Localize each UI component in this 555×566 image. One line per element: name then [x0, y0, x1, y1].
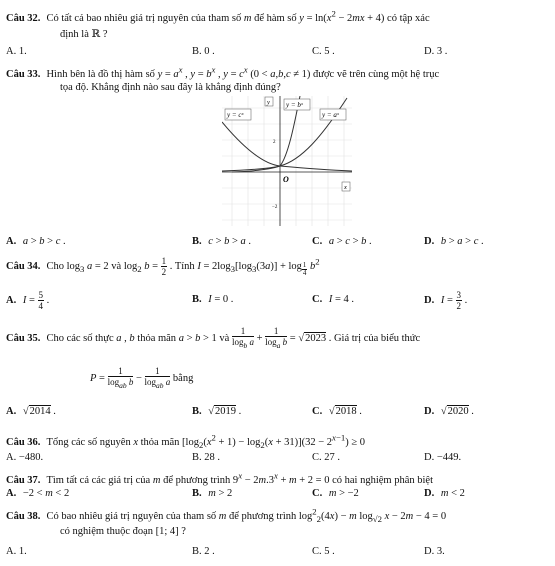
label-a: y = aˣ: [322, 111, 339, 119]
q38-option-a[interactable]: A. 1.: [6, 546, 27, 557]
q32-number: Câu 32.: [6, 12, 41, 24]
q32-option-c[interactable]: C. 5 .: [312, 46, 335, 57]
label-b: y = bˣ: [286, 101, 303, 109]
q35-number: Câu 35.: [6, 332, 41, 344]
q35-stem: Câu 35. Cho các số thực a , b thỏa mãn a > b > 1 và $\frac{1}{\log_b a}$ + $\frac{1}{\log_a b}$ = √2023 . Giá trị của biểu thức: [6, 326, 421, 350]
q35-option-b[interactable]: B. √2019 .: [192, 406, 242, 417]
q33-option-d[interactable]: D. b > a > c .: [424, 236, 484, 247]
q37-option-a[interactable]: A. −2 < m < 2: [6, 488, 70, 499]
q35-option-d[interactable]: D. √2020 .: [424, 406, 474, 417]
label-c: y = cˣ: [227, 111, 244, 119]
label-y: y: [267, 99, 270, 106]
q35-option-a[interactable]: A. √2014 .: [6, 406, 56, 417]
q34-option-a[interactable]: A. I = $\frac{5}{4}$ .: [6, 290, 50, 311]
q33-option-c[interactable]: C. a > c > b .: [312, 236, 372, 247]
q35-option-c[interactable]: C. √2018 .: [312, 406, 362, 417]
q32-stem-cont: định là ℝ ?: [60, 29, 108, 40]
q35-expression: P = $\frac{1}{\log_{ab} b}$ − $\frac{1}{\log_{ab} a}$ bằng: [90, 366, 194, 390]
label-x: x: [344, 184, 347, 191]
label-two: 2: [273, 140, 276, 145]
q36-option-d[interactable]: D. −449.: [424, 452, 462, 463]
q34-option-b[interactable]: B. I = 0 .: [192, 294, 234, 305]
q36-stem: Câu 36. Tổng các số nguyên x thỏa mãn $[\log_2(x^2 + 1) - \log_2(x + 31)](32 - 2^{x-1}) \ge 0$: [6, 432, 366, 450]
q37-option-b[interactable]: B. m > 2: [192, 488, 233, 499]
q37-option-d[interactable]: D. m < 2: [424, 488, 465, 499]
q32-option-a[interactable]: A. 1.: [6, 46, 27, 57]
q37-number: Câu 37.: [6, 474, 41, 486]
q38-stem: Câu 38. Có bao nhiêu giá trị nguyên của tham số m để phương trình $\log^2_2(4x) - m$ $\log_{√2} x - 2m - 4 = 0$: [6, 506, 447, 524]
q38-option-c[interactable]: C. 5 .: [312, 546, 335, 557]
q33-number: Câu 33.: [6, 68, 41, 80]
q36-option-b[interactable]: B. 28 .: [192, 452, 221, 463]
q36-option-a[interactable]: A. −480.: [6, 452, 44, 463]
exponential-graph: [222, 96, 352, 226]
q32-stem: Câu 32. Có tất cả bao nhiêu giá trị nguyên của tham số m để hàm số $y = \ln(x^2 - 2mx + 4)$ có tập xác: [6, 8, 430, 24]
q37-option-c[interactable]: C. m > −2: [312, 488, 359, 499]
q34-stem: Câu 34. Cho $\log_3 a = 2$ và $\log_2 b$ = $\frac{1}{2}$ . Tính $I = 2\log_3[\log_3(3a)] + \log$ $_{\frac{1}{4}}$ $b^2$: [6, 256, 320, 278]
q32-option-b[interactable]: B. 0 .: [192, 46, 215, 57]
q38-stem-cont: có nghiệm thuộc đoạn [1; 4] ?: [60, 526, 186, 537]
q33-stem: Câu 33. Hình bên là đồ thị hàm số $y = a^x$ , $y = b^x$ , $y = c^x$ (0 < a,b,c ≠ 1) được vẽ trên cùng một hệ trục: [6, 64, 440, 80]
q32-option-d[interactable]: D. 3 .: [424, 46, 448, 57]
q33-option-a[interactable]: A. a > b > c .: [6, 236, 66, 247]
q36-option-c[interactable]: C. 27 .: [312, 452, 341, 463]
q34-option-d[interactable]: D. I = $\frac{3}{2}$ .: [424, 290, 468, 311]
q33-stem-cont: tọa độ. Khẳng định nào sau đây là khẳng định đúng?: [60, 82, 281, 93]
label-neg2: −2: [272, 205, 278, 210]
q34-number: Câu 34.: [6, 260, 41, 272]
q33-option-b[interactable]: B. c > b > a .: [192, 236, 252, 247]
label-origin: O: [283, 175, 289, 184]
q37-stem: Câu 37. Tìm tất cả các giá trị của m để phương trình $9^x - 2m.3^x + m + 2 = 0$ có hai nghiệm phân biệt: [6, 470, 433, 486]
q38-option-b[interactable]: B. 2 .: [192, 546, 215, 557]
q34-option-c[interactable]: C. I = 4 .: [312, 294, 355, 305]
q36-number: Câu 36.: [6, 436, 41, 448]
q38-option-d[interactable]: D. 3.: [424, 546, 445, 557]
q38-number: Câu 38.: [6, 510, 41, 522]
